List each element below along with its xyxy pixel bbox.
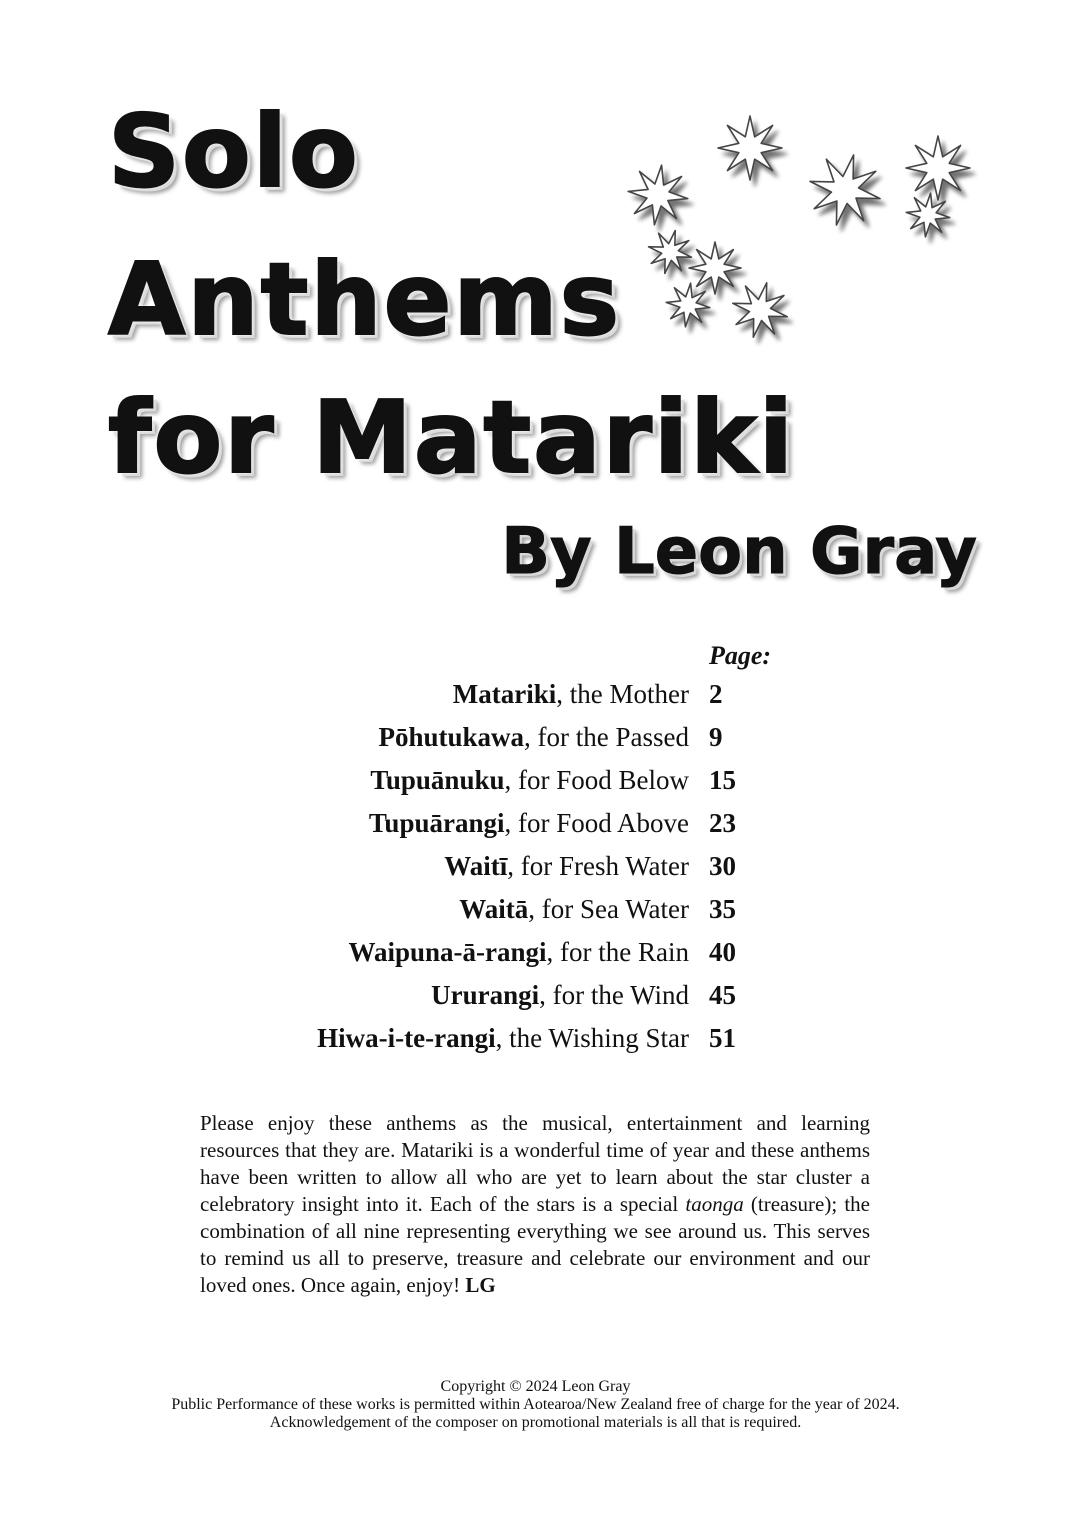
copyright-notice: Copyright © 2024 Leon Gray [440, 1378, 631, 1395]
toc-entry-waiti[interactable] [200, 845, 800, 888]
toc-title [200, 679, 689, 710]
toc-subtitle: , for the Rain [546, 937, 689, 967]
footer [0, 1378, 1071, 1432]
matariki-star-cluster-icon [620, 100, 1020, 350]
toc-page-number: 9 [709, 722, 723, 752]
toc-entry-waita[interactable] [200, 888, 800, 931]
toc-title [200, 765, 689, 796]
toc-subtitle: , for Food Below [504, 765, 689, 795]
toc-star-name: Pōhutukawa [378, 722, 525, 752]
toc-subtitle: , for the Passed [524, 722, 689, 752]
toc-subtitle: , for Sea Water [528, 894, 689, 924]
toc-entry-pohutukawa[interactable] [200, 716, 800, 759]
toc-page-number: 51 [709, 1023, 736, 1053]
toc-entry-matariki[interactable] [200, 673, 800, 716]
toc-star-name: Tupuānuku [370, 765, 505, 795]
title-line-2: Anthems [108, 241, 622, 358]
star-icon [718, 116, 782, 180]
toc-title [200, 808, 689, 839]
toc-entry-tupuanuku[interactable] [200, 759, 800, 802]
toc-entry-tupuarangi[interactable] [200, 802, 800, 845]
toc-subtitle: , the Wishing Star [495, 1023, 689, 1053]
star-icon [628, 165, 688, 225]
toc-page-number: 40 [709, 937, 736, 967]
toc-title [200, 722, 689, 753]
toc-title [200, 937, 689, 968]
toc-entry-ururangi[interactable] [200, 974, 800, 1017]
toc-page-number: 23 [709, 808, 736, 838]
toc-subtitle: , for the Wind [539, 980, 689, 1010]
toc-subtitle: , for Fresh Water [507, 851, 689, 881]
star-icon [906, 193, 950, 237]
toc-title [200, 851, 689, 882]
toc-page-number: 15 [709, 765, 736, 795]
toc-star-name: Ururangi [431, 980, 540, 1010]
page-column-header: Page: [709, 641, 772, 670]
author-signature: LG [465, 1273, 496, 1297]
star-icon [733, 283, 787, 337]
toc-subtitle: , the Mother [556, 679, 689, 709]
star-icon [666, 283, 710, 327]
table-of-contents [200, 673, 800, 1060]
performance-notice: Public Performance of these works is permitted within Aotearoa/New Zealand free of charge for the year of 2024. [171, 1396, 900, 1413]
toc-title [200, 894, 689, 925]
star-icon [810, 155, 880, 225]
toc-star-name: Tupuārangi [368, 808, 505, 838]
intro-paragraph [200, 1110, 870, 1299]
toc-star-name: Waitī [444, 851, 508, 881]
title-line-3: for Matariki [108, 379, 795, 496]
intro-italic-word: taonga [685, 1192, 744, 1216]
author-byline: By Leon Gray [501, 515, 977, 589]
title-line-1: Solo [108, 93, 360, 210]
acknowledgement-notice: Acknowledgement of the composer on promotional materials is all that is required. [269, 1414, 802, 1431]
star-icon [906, 136, 970, 200]
toc-page-number: 30 [709, 851, 736, 881]
intro-text-1: Please enjoy these anthems as the musical, entertainment and learning resources that they are. Matariki is a wonderful time of year and these anthems have been written to allow all who are yet to learn about the star cluster a celebratory insight into it. Each of the stars is a special [200, 1111, 870, 1216]
toc-title [200, 980, 689, 1011]
toc-page-number: 45 [709, 980, 736, 1010]
toc-page-number: 2 [709, 679, 723, 709]
toc-star-name: Matariki [452, 679, 557, 709]
toc-subtitle: , for Food Above [504, 808, 689, 838]
toc-star-name: Waipuna-ā-rangi [348, 937, 547, 967]
star-icon [689, 242, 741, 294]
toc-star-name: Hiwa-i-te-rangi [317, 1023, 496, 1053]
intro-text-2: (treasure); the combination of all nine representing everything we see around us. This serves to remind us all to preserve, treasure and celebrate our environment and our loved ones. Once again, enjoy! [200, 1192, 870, 1297]
toc-page-number: 35 [709, 894, 736, 924]
toc-entry-waipuna-a-rangi[interactable] [200, 931, 800, 974]
toc-star-name: Waitā [459, 894, 529, 924]
toc-title [200, 1023, 689, 1054]
toc-entry-hiwa-i-te-rangi[interactable] [200, 1017, 800, 1060]
star-icon [649, 231, 692, 274]
